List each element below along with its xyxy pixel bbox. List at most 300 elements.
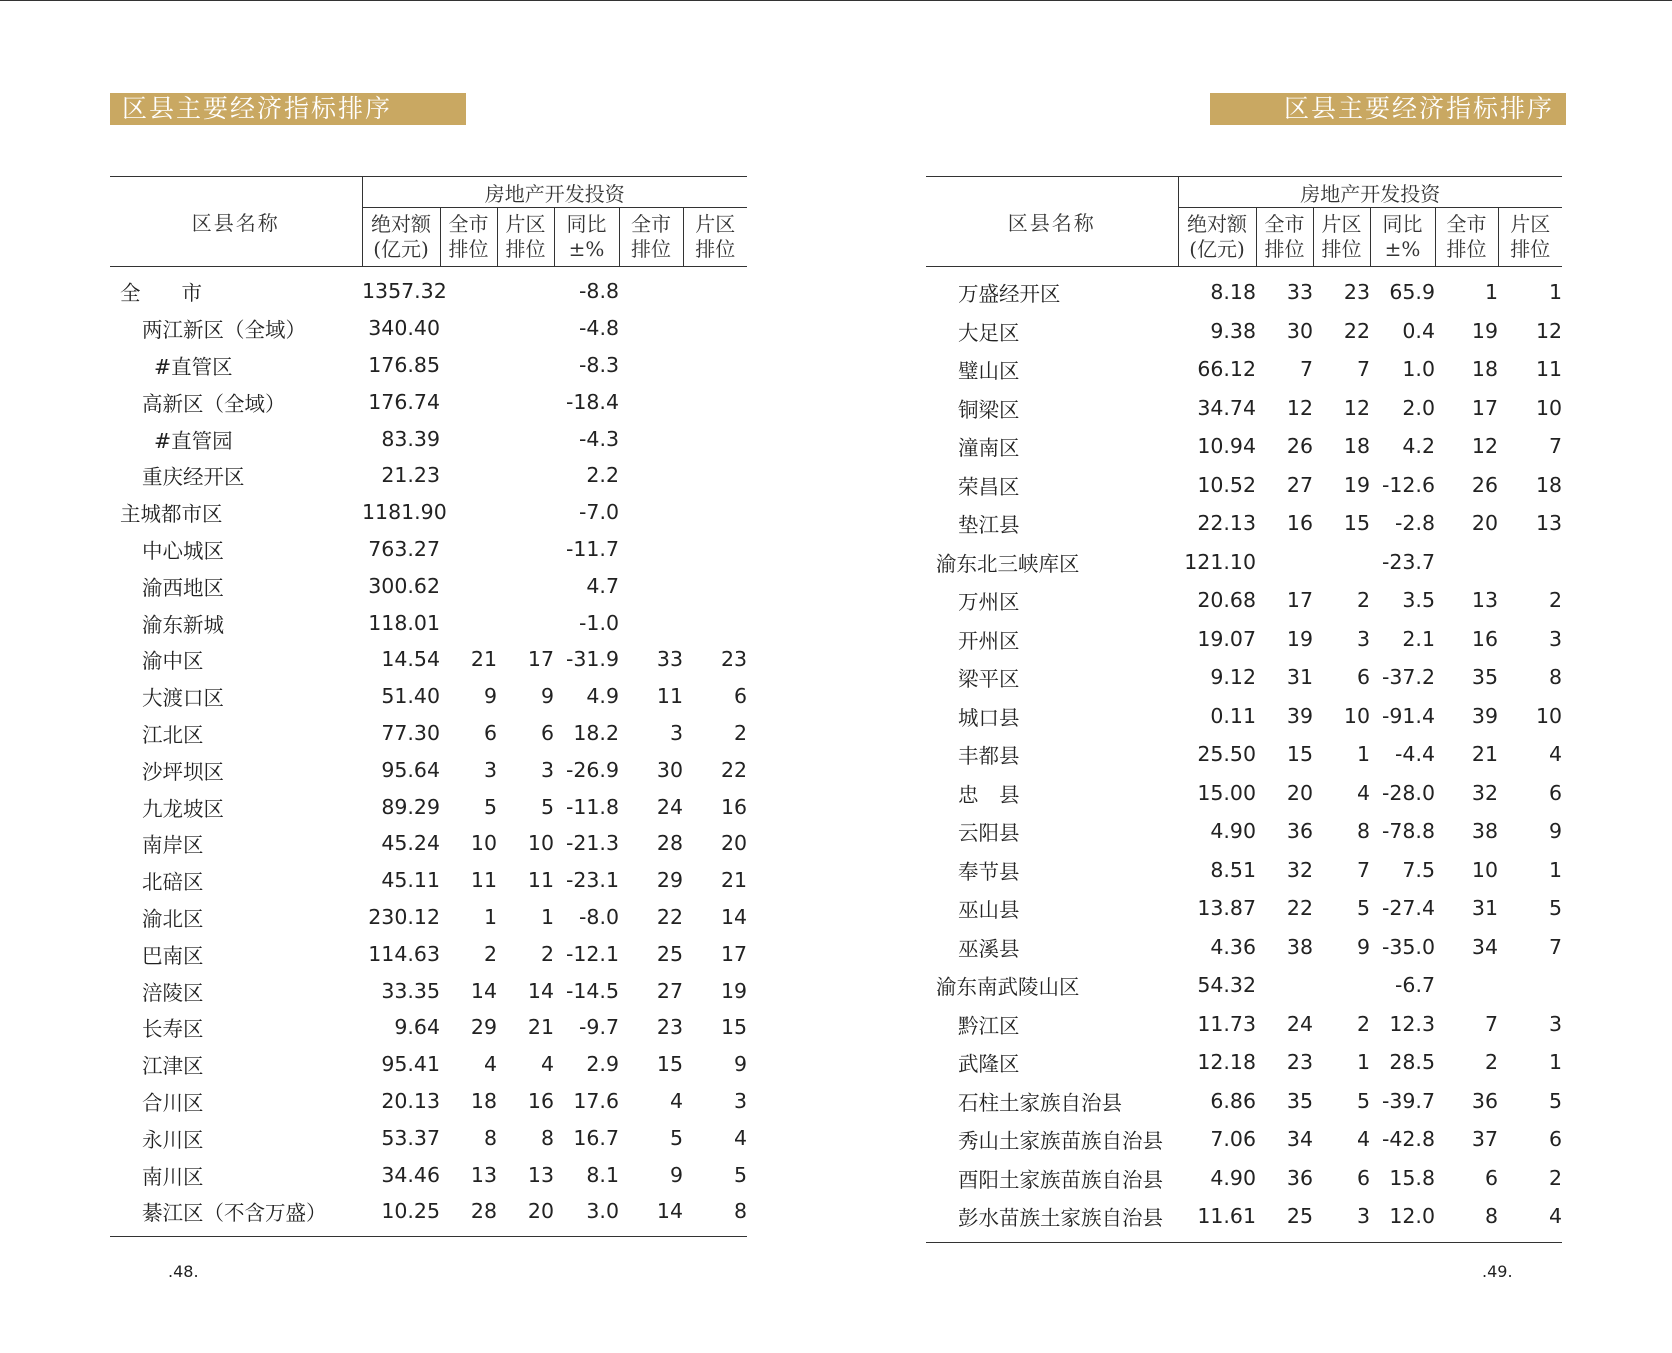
growth-city-rank-cell: 19 [1471,318,1498,343]
table-row [926,966,1562,1005]
investment-amount-cell: 20.13 [381,1088,440,1113]
growth-pct-cell: 4.9 [586,684,619,709]
district-name-cell: 大渡口区 [142,686,224,711]
table-row [110,567,747,604]
zone-rank-cell [497,531,554,568]
column-header: 片区 排位 [497,208,554,267]
growth-zone-rank-cell: 12 [1535,318,1563,343]
growth-zone-rank-cell: 5 [1549,1088,1563,1113]
city-rank-cell: 14 [470,978,497,1003]
zone-rank-cell: 8 [1356,819,1370,844]
growth-zone-rank-cell: 9 [1549,819,1563,844]
city-rank-cell: 29 [470,1015,497,1040]
table-row [926,1043,1562,1082]
growth-city-rank-cell: 2 [1484,1050,1498,1075]
district-name-cell: 巴南区 [142,943,204,968]
zone-rank-cell: 1 [1356,1050,1370,1075]
investment-amount-cell: 34.46 [381,1162,440,1187]
growth-zone-rank-cell [683,494,747,531]
investment-amount-cell: 21.23 [381,463,440,488]
growth-zone-rank-cell: 3 [1549,1011,1563,1036]
growth-zone-rank-cell: 18 [1535,472,1563,497]
investment-amount-cell: 66.12 [1197,357,1256,382]
zone-rank-cell: 20 [497,1193,554,1236]
growth-pct-cell: 0.4 [1402,318,1435,343]
table-row [110,310,747,347]
growth-pct-cell: 2.2 [586,463,619,488]
growth-city-rank-cell: 12 [1471,434,1498,459]
table-row [110,531,747,568]
table-row [926,620,1562,659]
growth-zone-rank-cell: 6 [734,684,748,709]
growth-pct-cell: -35.0 [1381,934,1435,959]
growth-zone-rank-cell: 4 [1498,1197,1562,1242]
growth-zone-rank-cell: 4 [734,1125,748,1150]
city-rank-cell [440,347,497,384]
table-row [110,935,747,972]
growth-pct-cell: -31.9 [565,647,619,672]
growth-city-rank-cell: 14 [619,1193,683,1236]
investment-amount-cell: 53.37 [381,1125,440,1150]
investment-amount-cell: 121.10 [1184,549,1256,574]
zone-rank-cell: 3 [540,757,554,782]
city-rank-cell: 27 [1286,472,1313,497]
growth-pct-cell: 15.8 [1389,1165,1435,1190]
growth-city-rank-cell: 10 [1471,857,1498,882]
zone-rank-cell [1313,966,1370,1005]
growth-pct-cell: -11.8 [565,794,619,819]
zone-rank-cell: 16 [527,1088,554,1113]
zone-rank-cell: 8 [540,1125,554,1150]
growth-zone-rank-cell: 1 [1549,857,1563,882]
growth-city-rank-cell: 22 [656,904,683,929]
growth-city-rank-cell: 8 [1435,1197,1498,1242]
investment-amount-cell: 763.27 [368,536,440,561]
district-name-cell: 酉阳土家族苗族自治县 [958,1167,1163,1192]
growth-pct-cell: -2.8 [1395,511,1435,536]
city-rank-cell: 21 [470,647,497,672]
district-name-cell: 云阳县 [958,821,1020,846]
table-row [110,751,747,788]
table-row [110,1156,747,1193]
zone-rank-cell: 7 [1356,357,1370,382]
district-name-cell: 两江新区（全域） [142,318,306,343]
zone-rank-cell [497,604,554,641]
growth-pct-cell: -14.5 [565,978,619,1003]
district-name-cell: 永川区 [142,1127,204,1152]
investment-amount-cell: 20.68 [1197,588,1256,613]
growth-city-rank-cell: 29 [656,868,683,893]
zone-rank-cell: 5 [1356,896,1370,921]
table-row [110,347,747,384]
district-name-cell: 梁平区 [958,667,1020,692]
table-row [110,899,747,936]
zone-rank-cell: 1 [1356,742,1370,767]
investment-amount-cell: 13.87 [1197,896,1256,921]
zone-rank-cell: 7 [1356,857,1370,882]
column-header-name: 区县名称 [926,177,1178,267]
zone-rank-cell [1313,543,1370,582]
investment-amount-cell: 11.73 [1197,1011,1256,1036]
zone-rank-cell [497,567,554,604]
indicator-table [110,176,747,1237]
table-row [926,466,1562,505]
growth-zone-rank-cell: 7 [1549,434,1563,459]
zone-rank-cell [497,347,554,384]
growth-city-rank-cell [619,531,683,568]
city-rank-cell: 7 [1299,357,1313,382]
district-name-cell: 綦江区（不含万盛） [110,1193,362,1236]
district-name-cell: 潼南区 [958,436,1020,461]
column-group-header: 房地产开发投资 [362,177,747,208]
city-rank-cell: 25 [1256,1197,1313,1242]
district-name-cell: 沙坪坝区 [142,759,224,784]
investment-amount-cell: 7.06 [1210,1127,1256,1152]
page-title: 区县主要经济指标排序 [1210,93,1566,125]
growth-city-rank-cell [619,383,683,420]
zone-rank-cell: 4 [540,1052,554,1077]
investment-amount-cell: 83.39 [381,426,440,451]
table-row [926,697,1562,736]
investment-amount-cell: 4.90 [1210,819,1256,844]
district-name-cell: 渝中区 [142,649,204,674]
city-rank-cell: 24 [1286,1011,1313,1036]
district-name-cell: 合川区 [142,1090,204,1115]
zone-rank-cell: 6 [1356,665,1370,690]
table-row [110,1119,747,1156]
investment-amount-cell: 45.24 [381,831,440,856]
table-row [110,420,747,457]
growth-pct-cell: -11.7 [565,536,619,561]
growth-zone-rank-cell: 6 [1549,780,1563,805]
table-body [926,267,1562,1243]
district-name-cell: #直管区 [154,354,233,379]
growth-city-rank-cell: 23 [656,1015,683,1040]
column-header: 全市 排位 [619,208,683,267]
growth-city-rank-cell: 6 [1484,1165,1498,1190]
table-row [110,383,747,420]
growth-city-rank-cell: 35 [1471,665,1498,690]
table-row [110,267,747,310]
district-name-cell: 万盛经开区 [958,282,1061,307]
table-row [926,312,1562,351]
growth-zone-rank-cell: 2 [1549,1165,1563,1190]
investment-amount-cell: 95.64 [381,757,440,782]
zone-rank-cell: 11 [527,868,554,893]
growth-pct-cell: -37.2 [1381,665,1435,690]
growth-pct-cell: -8.8 [579,279,619,304]
district-name-cell: 忠 县 [958,782,1020,807]
district-name-cell: 高新区（全域） [142,391,286,416]
district-name-cell: 渝北区 [142,906,204,931]
investment-amount-cell: 10.94 [1197,434,1256,459]
table-row [110,1083,747,1120]
investment-amount-cell: 54.32 [1197,973,1256,998]
city-rank-cell: 9 [483,684,497,709]
growth-pct-cell: -27.4 [1381,896,1435,921]
table-row [110,862,747,899]
table-row [110,715,747,752]
zone-rank-cell: 9 [1356,934,1370,959]
growth-city-rank-cell [619,604,683,641]
zone-rank-cell [497,494,554,531]
investment-amount-cell: 10.52 [1197,472,1256,497]
investment-amount-cell: 1181.90 [362,500,447,525]
growth-city-rank-cell [619,310,683,347]
growth-city-rank-cell: 39 [1471,703,1498,728]
table-row [110,1009,747,1046]
zone-rank-cell: 4 [1356,1127,1370,1152]
column-header: 全市 排位 [1256,208,1313,267]
district-name-cell: 秀山土家族苗族自治县 [958,1129,1163,1154]
investment-amount-cell: 45.11 [381,868,440,893]
growth-zone-rank-cell: 1 [1549,280,1563,305]
table-row [926,774,1562,813]
growth-pct-cell: -18.4 [565,389,619,414]
table-row [110,788,747,825]
growth-zone-rank-cell: 20 [720,831,748,856]
table-row [926,851,1562,890]
city-rank-cell: 36 [1286,819,1313,844]
growth-pct-cell: -9.7 [579,1015,619,1040]
growth-city-rank-cell: 17 [1471,395,1498,420]
city-rank-cell [440,457,497,494]
growth-zone-rank-cell [683,267,747,310]
growth-zone-rank-cell [683,383,747,420]
district-name-cell: 江北区 [142,722,204,747]
growth-pct-cell: 2.0 [1402,395,1435,420]
zone-rank-cell [497,420,554,457]
column-header: 片区 排位 [1313,208,1370,267]
growth-pct-cell: -7.0 [579,500,619,525]
investment-amount-cell: 8.51 [1210,857,1256,882]
growth-city-rank-cell: 9 [669,1162,683,1187]
table-row [110,1046,747,1083]
growth-pct-cell: 12.3 [1389,1011,1435,1036]
growth-pct-cell: 18.2 [573,720,619,745]
growth-zone-rank-cell: 9 [734,1052,748,1077]
zone-rank-cell: 3 [1356,626,1370,651]
growth-pct-cell: 16.7 [573,1125,619,1150]
city-rank-cell [440,267,497,310]
growth-city-rank-cell: 37 [1471,1127,1498,1152]
zone-rank-cell: 19 [1343,472,1370,497]
table-row [926,812,1562,851]
city-rank-cell: 22 [1286,896,1313,921]
growth-city-rank-cell [619,267,683,310]
growth-pct-cell: 3.0 [554,1193,619,1236]
zone-rank-cell: 3 [1313,1197,1370,1242]
growth-zone-rank-cell [683,567,747,604]
page-number: .49. [1482,1262,1513,1281]
growth-city-rank-cell: 24 [656,794,683,819]
growth-zone-rank-cell [683,457,747,494]
zone-rank-cell: 5 [1356,1088,1370,1113]
table-body [110,267,747,1237]
growth-zone-rank-cell [1498,543,1562,582]
city-rank-cell: 35 [1286,1088,1313,1113]
table-row [926,504,1562,543]
city-rank-cell [440,604,497,641]
growth-zone-rank-cell [1498,966,1562,1005]
investment-amount-cell: 6.86 [1210,1088,1256,1113]
zone-rank-cell: 10 [1343,703,1370,728]
indicator-table [926,176,1562,1243]
city-rank-cell [440,531,497,568]
city-rank-cell: 23 [1286,1050,1313,1075]
table-row [926,1159,1562,1198]
growth-pct-cell: 8.1 [586,1162,619,1187]
growth-pct-cell: -42.8 [1381,1127,1435,1152]
column-header: 同比 ±% [1370,208,1435,267]
growth-city-rank-cell: 1 [1484,280,1498,305]
growth-zone-rank-cell: 14 [720,904,748,929]
growth-zone-rank-cell [683,531,747,568]
growth-city-rank-cell: 25 [656,941,683,966]
growth-city-rank-cell: 13 [1471,588,1498,613]
growth-city-rank-cell: 36 [1471,1088,1498,1113]
zone-rank-cell: 5 [540,794,554,819]
growth-zone-rank-cell: 2 [734,720,748,745]
zone-rank-cell: 6 [540,720,554,745]
growth-zone-rank-cell: 11 [1535,357,1563,382]
city-rank-cell [440,310,497,347]
growth-zone-rank-cell: 3 [1549,626,1563,651]
city-rank-cell: 10 [470,831,497,856]
city-rank-cell: 11 [470,868,497,893]
investment-amount-cell: 340.40 [368,316,440,341]
city-rank-cell: 12 [1286,395,1313,420]
zone-rank-cell: 2 [540,941,554,966]
zone-rank-cell: 22 [1343,318,1370,343]
growth-zone-rank-cell: 23 [720,647,748,672]
zone-rank-cell: 15 [1343,511,1370,536]
growth-city-rank-cell: 27 [656,978,683,1003]
page-title: 区县主要经济指标排序 [110,93,466,125]
city-rank-cell: 32 [1286,857,1313,882]
city-rank-cell [1256,966,1313,1005]
growth-city-rank-cell: 28 [656,831,683,856]
city-rank-cell: 13 [470,1162,497,1187]
zone-rank-cell [497,457,554,494]
growth-pct-cell: -23.1 [565,868,619,893]
growth-pct-cell: 17.6 [573,1088,619,1113]
district-name-cell: 黔江区 [958,1013,1020,1038]
city-rank-cell: 6 [483,720,497,745]
growth-pct-cell: -78.8 [1381,819,1435,844]
city-rank-cell: 28 [440,1193,497,1236]
investment-amount-cell: 300.62 [368,573,440,598]
table-row [926,267,1562,312]
growth-pct-cell: -1.0 [579,610,619,635]
district-name-cell: 开州区 [958,628,1020,653]
growth-pct-cell: 7.5 [1402,857,1435,882]
growth-zone-rank-cell [683,310,747,347]
investment-amount-cell: 176.74 [368,389,440,414]
city-rank-cell: 8 [483,1125,497,1150]
district-name-cell: 渝东北三峡库区 [936,551,1080,576]
investment-amount-cell: 10.25 [362,1193,440,1236]
table-row [926,427,1562,466]
growth-zone-rank-cell: 10 [1535,703,1563,728]
district-name-cell: 万州区 [958,590,1020,615]
growth-city-rank-cell [619,457,683,494]
growth-city-rank-cell: 30 [656,757,683,782]
column-header: 同比 ±% [554,208,619,267]
district-name-cell: 涪陵区 [142,980,204,1005]
growth-pct-cell: -21.3 [565,831,619,856]
investment-amount-cell: 25.50 [1197,742,1256,767]
zone-rank-cell: 9 [540,684,554,709]
growth-city-rank-cell: 11 [656,684,683,709]
table-row [926,1082,1562,1121]
growth-city-rank-cell [619,567,683,604]
district-name-cell: 荣昌区 [958,474,1020,499]
city-rank-cell: 1 [483,904,497,929]
city-rank-cell: 19 [1286,626,1313,651]
table-row [110,494,747,531]
table-row [926,735,1562,774]
growth-pct-cell: -8.0 [579,904,619,929]
district-name-cell: 城口县 [958,705,1020,730]
growth-pct-cell: -8.3 [579,352,619,377]
district-name-cell: 璧山区 [958,359,1020,384]
city-rank-cell: 39 [1286,703,1313,728]
city-rank-cell [440,383,497,420]
growth-pct-cell: -91.4 [1381,703,1435,728]
district-name-cell: 渝东新城 [142,612,224,637]
growth-pct-cell: 2.9 [586,1052,619,1077]
investment-amount-cell: 89.29 [381,794,440,819]
growth-city-rank-cell: 31 [1471,896,1498,921]
investment-amount-cell: 0.11 [1210,703,1256,728]
city-rank-cell: 3 [483,757,497,782]
investment-amount-cell: 9.38 [1210,318,1256,343]
city-rank-cell: 26 [1286,434,1313,459]
column-header: 片区 排位 [1498,208,1562,267]
growth-zone-rank-cell: 21 [720,868,748,893]
district-name-cell: 南岸区 [142,833,204,858]
column-header: 绝对额 (亿元) [1178,208,1256,267]
zone-rank-cell: 23 [1343,280,1370,305]
district-name-cell: 垫江县 [958,513,1020,538]
zone-rank-cell: 14 [527,978,554,1003]
growth-pct-cell: -4.3 [579,426,619,451]
table-row [110,1193,747,1236]
investment-amount-cell: 15.00 [1197,780,1256,805]
zone-rank-cell: 2 [1356,1011,1370,1036]
growth-city-rank-cell [619,347,683,384]
zone-rank-cell: 10 [527,831,554,856]
growth-pct-cell: -4.4 [1395,742,1435,767]
district-name-cell: 南川区 [142,1164,204,1189]
zone-rank-cell: 13 [527,1162,554,1187]
city-rank-cell: 31 [1286,665,1313,690]
zone-rank-cell: 1 [540,904,554,929]
zone-rank-cell: 18 [1343,434,1370,459]
investment-amount-cell: 22.13 [1197,511,1256,536]
district-name-cell: 江津区 [142,1054,204,1079]
zone-rank-cell: 4 [1356,780,1370,805]
growth-zone-rank-cell [683,604,747,641]
growth-zone-rank-cell: 7 [1549,934,1563,959]
investment-amount-cell: 4.36 [1210,934,1256,959]
city-rank-cell: 16 [1286,511,1313,536]
table-row [926,389,1562,428]
city-rank-cell: 36 [1286,1165,1313,1190]
growth-pct-cell: -39.7 [1381,1088,1435,1113]
growth-zone-rank-cell [683,420,747,457]
